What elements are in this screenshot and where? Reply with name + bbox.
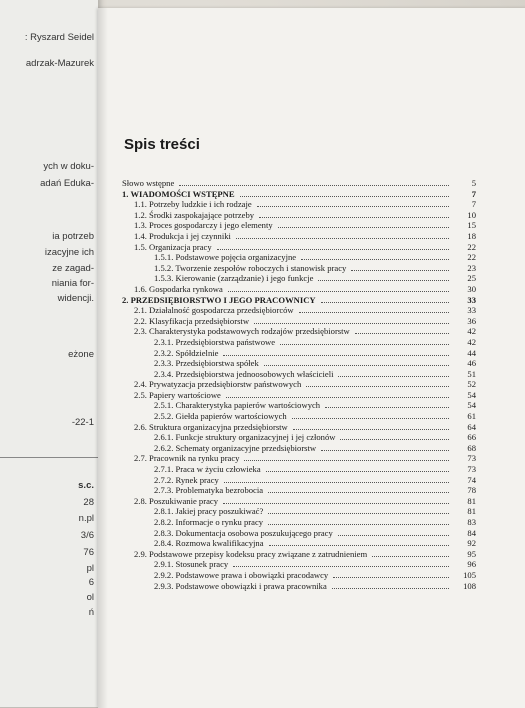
- toc-leader-dots: [257, 206, 449, 207]
- toc-entry-title: 2.3.1. Przedsiębiorstwa państwowe: [154, 336, 276, 347]
- page-title: Spis treści: [124, 136, 200, 153]
- left-page-text: 28: [83, 497, 94, 508]
- toc-leader-dots: [325, 407, 449, 408]
- toc-entry-row: [122, 231, 476, 242]
- toc-entry-row: [122, 496, 476, 507]
- toc-leader-dots: [226, 397, 449, 398]
- toc-entry-row: [122, 517, 476, 528]
- toc-page-number: 74: [467, 474, 476, 485]
- toc-entry-title: 2.7.1. Praca w życiu człowieka: [154, 464, 261, 475]
- toc-entry-title: 2.8.1. Jakiej pracy poszukiwać?: [154, 506, 264, 517]
- toc-page-number: 73: [467, 453, 476, 464]
- toc-entry-row: [122, 316, 476, 327]
- toc-leader-dots: [306, 386, 449, 387]
- toc-entry-title: 2.8. Poszukiwanie pracy: [134, 495, 219, 506]
- toc-entry-title: 1.5.2. Tworzenie zespołów roboczych i stanowisk pracy: [154, 262, 347, 273]
- left-page-text: -22-1: [71, 417, 94, 428]
- toc-entry-title: 2.8.3. Dokumentacja osobowa poszukującego pracy: [154, 527, 333, 538]
- left-page-text: : Ryszard Seidel: [24, 32, 94, 43]
- toc-entry-row: [122, 199, 476, 210]
- toc-leader-dots: [338, 376, 449, 377]
- left-page-text: 6: [88, 577, 94, 588]
- toc-entry-row: [122, 475, 476, 486]
- toc-entry-title: 1.1. Potrzeby ludzkie i ich rodzaje: [134, 199, 252, 210]
- toc-leader-dots: [278, 227, 449, 228]
- toc-entry-title: 1.5.3. Kierowanie (zarządzanie) i jego funkcje: [154, 273, 314, 284]
- toc-entry-title: 2.9. Podstawowe przepisy kodeksu pracy związane z zatrudnieniem: [134, 548, 368, 559]
- left-page-text: ol: [86, 592, 94, 603]
- toc-leader-dots: [233, 566, 449, 567]
- toc-page-number: 105: [463, 569, 476, 580]
- toc-entry-row: [122, 485, 476, 496]
- toc-entry-title: 2.3. Charakterystyka podstawowych rodzajów przedsiębiorstw: [134, 326, 350, 337]
- book-gutter-shadow: [98, 8, 108, 708]
- toc-entry-title: 2.7. Pracownik na rynku pracy: [134, 453, 240, 464]
- left-page-text: pl: [86, 563, 94, 574]
- toc-entry-row: [122, 422, 476, 433]
- toc-page-number: 52: [467, 379, 476, 390]
- toc-page-number: 23: [467, 262, 476, 273]
- toc-page-number: 54: [467, 400, 476, 411]
- toc-page-number: 18: [467, 230, 476, 241]
- left-page-text: adań Eduka-: [40, 178, 94, 189]
- toc-entry-title: 2.2. Klasyfikacja przedsiębiorstw: [134, 315, 250, 326]
- toc-page-number: 7: [471, 199, 476, 210]
- toc-entry-row: [122, 284, 476, 295]
- toc-leader-dots: [332, 588, 449, 589]
- toc-leader-dots: [301, 259, 449, 260]
- toc-page-number: 33: [467, 305, 476, 316]
- toc-entry-row: [122, 432, 476, 443]
- toc-entry-title: 2.6.1. Funkcje struktury organizacyjnej i jej członów: [154, 432, 336, 443]
- left-page-text: ych w doku-: [43, 161, 94, 172]
- toc-leader-dots: [318, 280, 449, 281]
- toc-entry-row: [122, 337, 476, 348]
- toc-page-number: 22: [467, 252, 476, 263]
- toc-page-number: 64: [467, 421, 476, 432]
- toc-entry-row: [122, 358, 476, 369]
- toc-leader-dots: [224, 482, 449, 483]
- toc-entry-row: [122, 549, 476, 560]
- toc-page-number: 84: [467, 527, 476, 538]
- toc-entry-title: 2.5. Papiery wartościowe: [134, 389, 221, 400]
- toc-entry-row: [122, 443, 476, 454]
- toc-entry-title: 2.1. Działalność gospodarcza przedsiębiorców: [134, 305, 294, 316]
- toc-leader-dots: [268, 513, 449, 514]
- toc-page-number: 44: [467, 347, 476, 358]
- toc-page-number: 33: [467, 294, 476, 305]
- toc-entry-row: [122, 252, 476, 263]
- left-page-text: adrzak-Mazurek: [25, 58, 94, 69]
- left-page-text: widencji.: [57, 293, 94, 304]
- left-page-text: eżone: [68, 349, 94, 360]
- toc-page-number: 15: [467, 220, 476, 231]
- left-page-text: niania for-: [51, 278, 94, 289]
- left-page-text: ze zagad-: [52, 263, 94, 274]
- toc-leader-dots: [223, 503, 449, 504]
- toc-leader-dots: [268, 524, 449, 525]
- toc-page-number: 83: [467, 517, 476, 527]
- toc-entry-title: Słowo wstępne: [122, 178, 175, 188]
- toc-page-number: 81: [467, 506, 476, 517]
- toc-page-number: 25: [467, 273, 476, 284]
- toc-page-number: 42: [467, 336, 476, 347]
- toc-leader-dots: [259, 217, 449, 218]
- toc-entry-row: [122, 379, 476, 390]
- toc-page-number: 81: [467, 495, 476, 506]
- toc-page-number: 68: [467, 442, 476, 453]
- toc-leader-dots: [299, 312, 449, 313]
- toc-leader-dots: [321, 302, 449, 303]
- left-page-text: s.c.: [78, 480, 94, 491]
- toc-leader-dots: [321, 450, 449, 451]
- toc-page-number: 51: [467, 368, 476, 379]
- toc-leader-dots: [244, 460, 449, 461]
- toc-page-number: 78: [467, 485, 476, 496]
- toc-entry-row: [122, 242, 476, 253]
- toc-leader-dots: [340, 439, 449, 440]
- left-page: [0, 0, 98, 707]
- toc-entry-row: [122, 369, 476, 380]
- toc-entry-title: 1.5.1. Podstawowe pojęcia organizacyjne: [154, 252, 297, 263]
- toc-leader-dots: [264, 365, 449, 366]
- toc-page-number: 10: [467, 209, 476, 220]
- toc-entry-title: 2.3.2. Spółdzielnie: [154, 347, 219, 358]
- toc-leader-dots: [223, 355, 449, 356]
- toc-entry-title: 2.3.3. Przedsiębiorstwa spółek: [154, 358, 259, 369]
- toc-leader-dots: [355, 333, 449, 334]
- toc-page-number: 92: [467, 538, 476, 549]
- toc-leader-dots: [372, 556, 449, 557]
- toc-page-number: 108: [463, 580, 476, 591]
- toc-page-number: 95: [467, 548, 476, 559]
- toc-entry-title: 1.3. Proces gospodarczy i jego elementy: [134, 220, 273, 231]
- toc-entry-row: [122, 528, 476, 539]
- toc-page-number: 42: [467, 326, 476, 337]
- toc-leader-dots: [240, 196, 449, 197]
- toc-leader-dots: [351, 270, 449, 271]
- toc-entry-row: [122, 506, 476, 517]
- toc-entry-row: [122, 326, 476, 337]
- toc-entry-row: [122, 464, 476, 475]
- toc-entry-row: [122, 581, 476, 592]
- toc-entry-title: 1.2. Środki zaspokajające potrzeby: [134, 209, 255, 220]
- toc-page-number: 22: [467, 241, 476, 252]
- toc-leader-dots: [217, 249, 449, 250]
- toc-entry-title: 2.9.3. Podstawowe obowiązki i prawa pracownika: [154, 580, 327, 591]
- toc-page-number: 66: [467, 432, 476, 443]
- toc-leader-dots: [266, 471, 449, 472]
- toc-entry-title: 2.6.2. Schematy organizacyjne przedsiębiorstw: [154, 442, 317, 453]
- toc-page-number: 5: [471, 178, 476, 188]
- left-page-text: 76: [83, 547, 94, 558]
- left-page-text: ń: [88, 607, 94, 618]
- toc-entry-title: 2.5.1. Charakterystyka papierów wartościowych: [154, 400, 321, 411]
- left-page-text: izacyjne ich: [44, 247, 94, 258]
- toc-entry-row: [122, 273, 476, 284]
- toc-entry-title: 2.9.1. Stosunek pracy: [154, 559, 229, 570]
- toc-page-number: 61: [467, 411, 476, 422]
- toc-entry-title: 2.4. Prywatyzacja przedsiębiorstw państwowych: [134, 379, 302, 390]
- toc-leader-dots: [293, 429, 449, 430]
- toc-entry-title: 2.7.2. Rynek pracy: [154, 474, 219, 485]
- toc-entry-title: 2.8.4. Rozmowa kwalifikacyjna: [154, 538, 264, 549]
- table-of-contents: [122, 178, 476, 591]
- toc-entry-title: 2.8.2. Informacje o rynku pracy: [154, 517, 264, 527]
- toc-entry-row: [122, 390, 476, 401]
- toc-leader-dots: [228, 291, 449, 292]
- toc-leader-dots: [179, 185, 449, 186]
- toc-entry-row: [122, 210, 476, 221]
- toc-entry-row: [122, 220, 476, 231]
- toc-page-number: 30: [467, 283, 476, 294]
- toc-entry-row: [122, 305, 476, 316]
- toc-entry-title: 2.9.2. Podstawowe prawa i obowiązki pracodawcy: [154, 569, 329, 580]
- toc-entry-title: 1.4. Produkcja i jej czynniki: [134, 230, 231, 241]
- left-page-text: ia potrzeb: [52, 231, 94, 242]
- toc-page-number: 96: [467, 559, 476, 570]
- toc-entry-row: [122, 263, 476, 274]
- left-page-divider: [0, 457, 98, 458]
- toc-leader-dots: [333, 577, 449, 578]
- toc-entry-title: 1.6. Gospodarka rynkowa: [134, 283, 223, 294]
- toc-page-number: 46: [467, 358, 476, 369]
- toc-leader-dots: [269, 545, 449, 546]
- toc-entry-title: 2. PRZEDSIĘBIORSTWO I JEGO PRACOWNICY: [122, 294, 316, 305]
- toc-leader-dots: [268, 492, 449, 493]
- toc-entry-row: [122, 348, 476, 359]
- toc-entry-title: 2.7.3. Problematyka bezrobocia: [154, 485, 264, 496]
- toc-entry-title: 1.5. Organizacja pracy: [134, 241, 212, 252]
- toc-entry-row: [122, 570, 476, 581]
- toc-entry-title: 2.5.2. Giełda papierów wartościowych: [154, 411, 287, 422]
- toc-entry-title: 2.3.4. Przedsiębiorstwa jednoosobowych właścicieli: [154, 368, 334, 379]
- toc-leader-dots: [292, 418, 449, 419]
- toc-entry-row: [122, 538, 476, 549]
- toc-entry-row: [122, 400, 476, 411]
- toc-entry-title: 2.6. Struktura organizacyjna przedsiębiorstw: [134, 421, 288, 432]
- toc-entry-row: [122, 559, 476, 570]
- toc-leader-dots: [254, 323, 449, 324]
- toc-chapter-row: [122, 189, 476, 200]
- toc-entry-row: [122, 178, 476, 189]
- toc-leader-dots: [236, 238, 449, 239]
- toc-page-number: 7: [471, 188, 476, 199]
- toc-leader-dots: [280, 344, 449, 345]
- toc-chapter-row: [122, 295, 476, 306]
- toc-page-number: 54: [467, 389, 476, 400]
- toc-leader-dots: [338, 535, 449, 536]
- toc-entry-title: 1. WIADOMOŚCI WSTĘPNE: [122, 188, 235, 199]
- toc-entry-row: [122, 453, 476, 464]
- toc-page-number: 36: [467, 315, 476, 326]
- left-page-text: n.pl: [78, 513, 94, 524]
- left-page-text: 3/6: [80, 530, 94, 541]
- toc-entry-row: [122, 411, 476, 422]
- toc-page-number: 73: [467, 464, 476, 475]
